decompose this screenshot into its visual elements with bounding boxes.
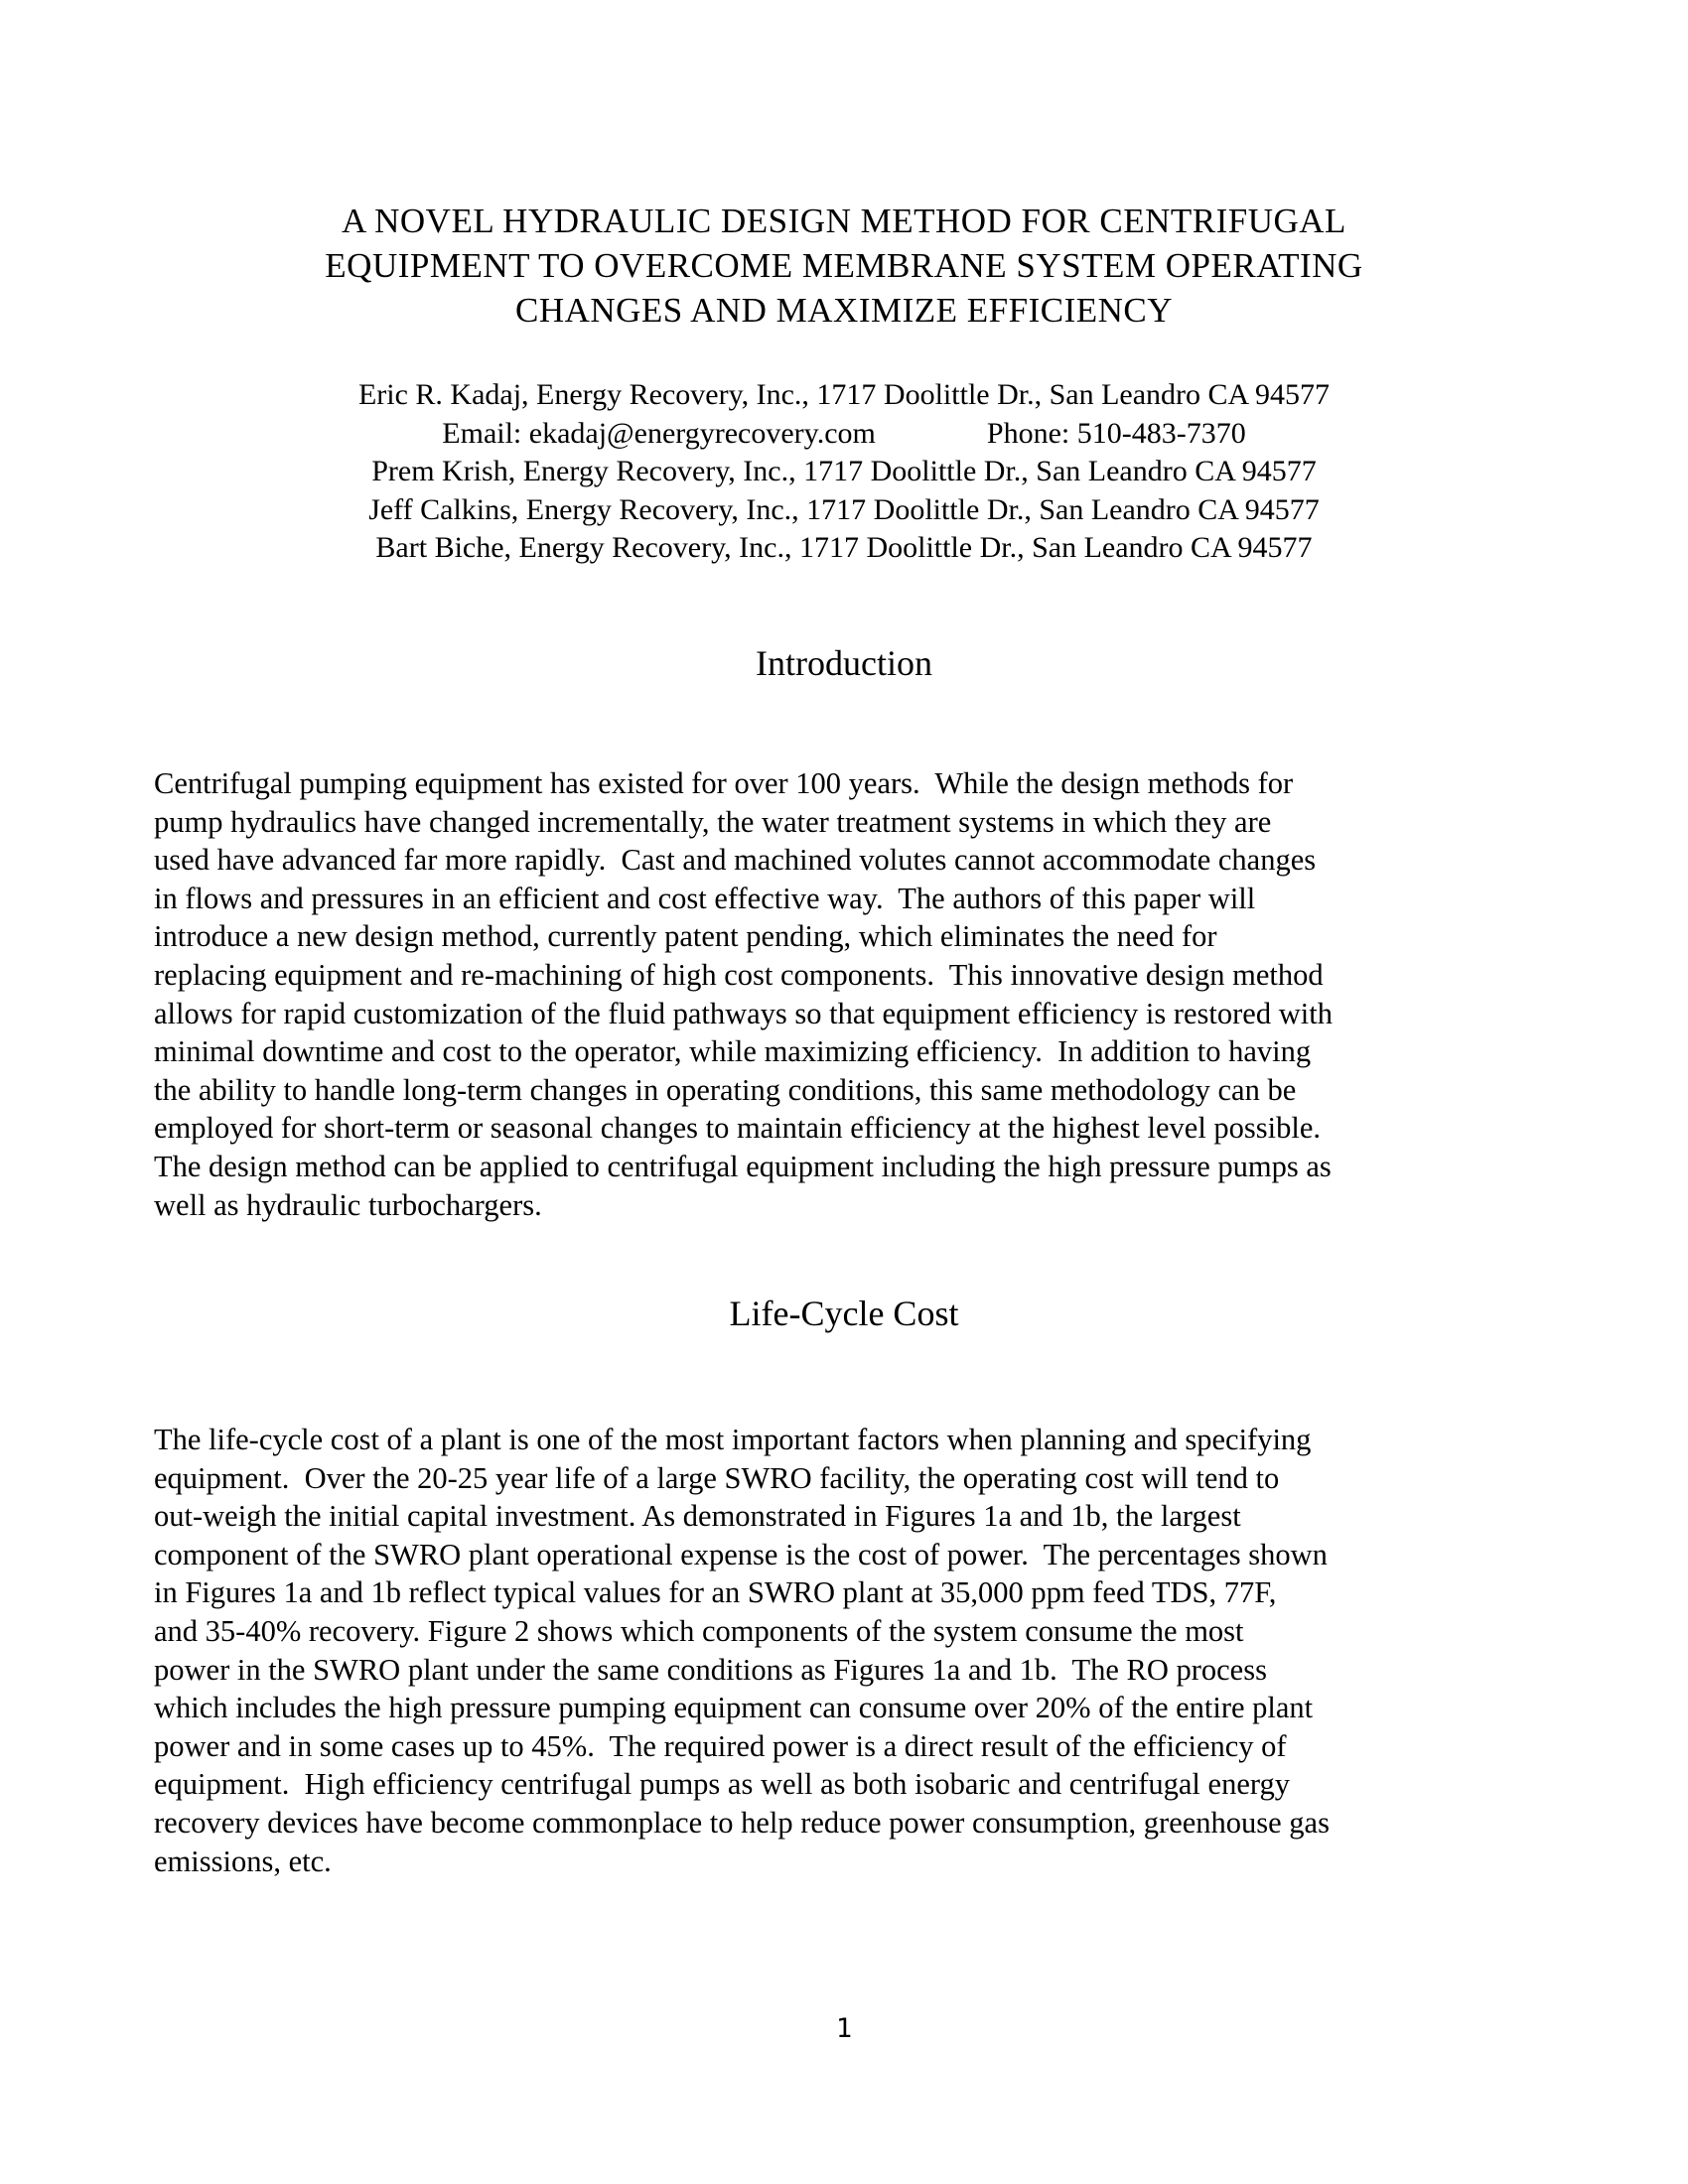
text-line: component of the SWRO plant operational expense is the cost of power. The percentages shown <box>154 1537 1328 1571</box>
text-line: equipment. High efficiency centrifugal pumps as well as both isobaric and centrifugal energy <box>154 1767 1290 1802</box>
text-line: allows for rapid customization of the fluid pathways so that equipment efficiency is restored with <box>154 996 1333 1030</box>
text-line: Centrifugal pumping equipment has existed for over 100 years. While the design methods for <box>154 766 1294 800</box>
text-line: emissions, etc. <box>154 1843 332 1878</box>
text-line: employed for short-term or seasonal changes to maintain efficiency at the highest level possible. <box>154 1111 1322 1146</box>
page-number: 1 <box>835 2013 853 2044</box>
author-phone: Phone: 510-483-7370 <box>986 416 1246 450</box>
text-line: the ability to handle long-term changes in operating conditions, this same methodology can be <box>154 1072 1297 1107</box>
section-heading-introduction: Introduction <box>756 643 932 683</box>
author-line: Jeff Calkins, Energy Recovery, Inc., 1717 Doolittle Dr., San Leandro CA 94577 <box>368 492 1320 526</box>
text-line: in flows and pressures in an efficient and cost effective way. The authors of this paper will <box>154 881 1256 915</box>
text-line: well as hydraulic turbochargers. <box>154 1187 542 1222</box>
text-line: which includes the high pressure pumping equipment can consume over 20% of the entire plant <box>154 1691 1314 1725</box>
author-email: Email: ekadaj@energyrecovery.com <box>442 416 876 450</box>
text-line: minimal downtime and cost to the operator, while maximizing efficiency. In addition to having <box>154 1034 1312 1069</box>
text-line: and 35-40% recovery. Figure 2 shows which components of the system consume the most <box>154 1613 1244 1648</box>
author-line: Prem Krish, Energy Recovery, Inc., 1717 Doolittle Dr., San Leandro CA 94577 <box>371 455 1317 487</box>
title-line: CHANGES AND MAXIMIZE EFFICIENCY <box>514 291 1174 330</box>
author-contact-line <box>0 415 1688 454</box>
text-line: replacing equipment and re-machining of high cost components. This innovative design method <box>154 957 1324 992</box>
author-line: Eric R. Kadaj, Energy Recovery, Inc., 1717 Doolittle Dr., San Leandro CA 94577 <box>357 378 1331 411</box>
author-block <box>0 376 1688 568</box>
text-line: out-weigh the initial capital investment. As demonstrated in Figures 1a and 1b, the largest <box>154 1499 1241 1534</box>
author-line: Bart Biche, Energy Recovery, Inc., 1717 Doolittle Dr., San Leandro CA 94577 <box>375 531 1313 564</box>
text-line: power and in some cases up to 45%. The required power is a direct result of the efficiency of <box>154 1728 1287 1763</box>
text-line: pump hydraulics have changed incrementally, the water treatment systems in which they are <box>154 804 1272 839</box>
life-cycle-cost-paragraph <box>154 1421 1554 1880</box>
text-line: used have advanced far more rapidly. Cast and machined volutes cannot accommodate changes <box>154 843 1317 878</box>
text-line: equipment. Over the 20-25 year life of a large SWRO facility, the operating cost will tend to <box>154 1460 1280 1495</box>
text-line: The life-cycle cost of a plant is one of the most important factors when planning and specifying <box>154 1423 1312 1456</box>
text-line: power in the SWRO plant under the same conditions as Figures 1a and 1b. The RO process <box>154 1652 1267 1687</box>
text-line: introduce a new design method, currently patent pending, which eliminates the need for <box>154 919 1217 954</box>
text-line: recovery devices have become commonplace to help reduce power consumption, greenhouse gas <box>154 1805 1330 1840</box>
title-line: EQUIPMENT TO OVERCOME MEMBRANE SYSTEM OPERATING <box>325 246 1363 285</box>
introduction-paragraph <box>154 764 1554 1224</box>
paper-title <box>0 199 1688 333</box>
title-line: A NOVEL HYDRAULIC DESIGN METHOD FOR CENTRIFUGAL <box>342 202 1346 240</box>
section-heading-life-cycle-cost: Life-Cycle Cost <box>729 1294 959 1333</box>
text-line: The design method can be applied to centrifugal equipment including the high pressure pumps as <box>154 1149 1332 1183</box>
text-line: in Figures 1a and 1b reflect typical values for an SWRO plant at 35,000 ppm feed TDS, 77F, <box>154 1575 1277 1610</box>
